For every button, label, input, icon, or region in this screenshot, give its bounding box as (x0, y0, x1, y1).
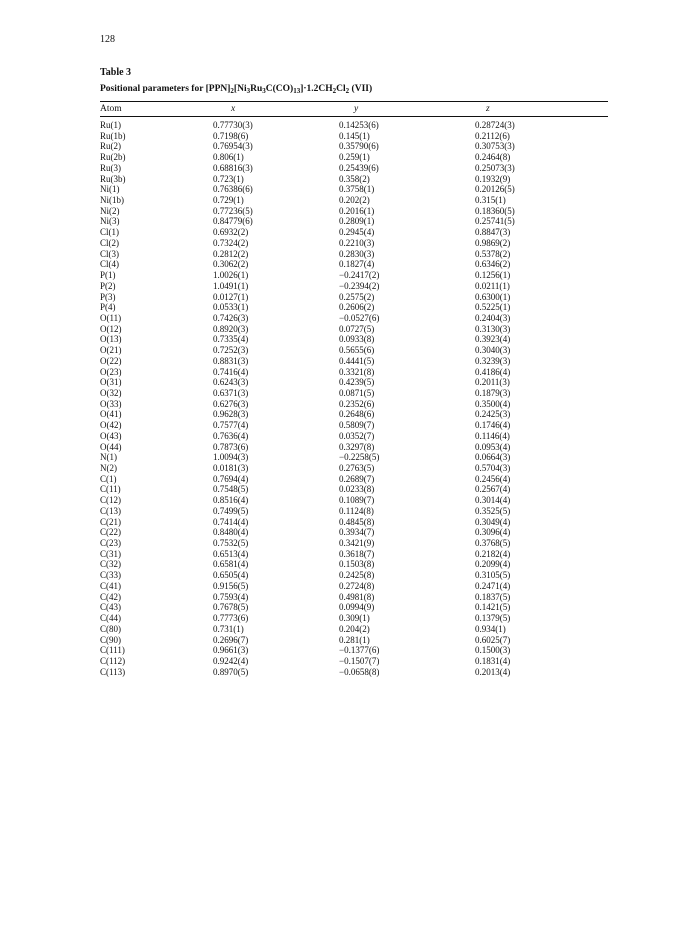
cell-atom: C(12) (100, 495, 121, 506)
cell-x: 1.0094(3) (213, 452, 249, 463)
table-row (0, 120, 680, 131)
cell-x: 0.8831(3) (213, 355, 249, 366)
cell-x: 0.3062(2) (213, 259, 249, 270)
table-header-rule (100, 116, 608, 117)
table-row (0, 517, 680, 528)
table-row (0, 527, 680, 538)
cell-z: 0.0211(1) (475, 280, 510, 291)
cell-atom: C(80) (100, 623, 121, 634)
cell-x: 0.7593(4) (213, 591, 249, 602)
cell-x: 0.76386(6) (213, 184, 253, 195)
cell-x: 0.9661(3) (213, 645, 249, 656)
cell-x: 0.6513(4) (213, 548, 249, 559)
cell-x: 0.7252(3) (213, 345, 249, 356)
cell-z: 0.3105(5) (475, 570, 511, 581)
cell-x: 0.2696(7) (213, 634, 249, 645)
cell-z: 0.1837(5) (475, 591, 511, 602)
cell-z: 0.3130(3) (475, 323, 511, 334)
cell-x: 0.8480(4) (213, 527, 249, 538)
cell-x: 0.6581(4) (213, 559, 249, 570)
cell-y: 0.204(2) (339, 623, 370, 634)
cell-x: 0.68816(3) (213, 162, 253, 173)
cell-z: 0.18360(5) (475, 205, 515, 216)
cell-y: 0.281(1) (339, 634, 370, 645)
cell-y: −0.1377(6) (339, 645, 380, 656)
cell-atom: C(42) (100, 591, 121, 602)
table-row (0, 549, 680, 560)
table-row (0, 506, 680, 517)
table-row (0, 227, 680, 238)
cell-atom: O(33) (100, 398, 122, 409)
table-row (0, 195, 680, 206)
cell-atom: Ru(2) (100, 141, 121, 152)
cell-y: 0.3421(9) (339, 538, 375, 549)
cell-y: 0.2809(1) (339, 216, 375, 227)
cell-z: 0.1831(4) (475, 655, 511, 666)
cell-z: 0.3014(4) (475, 495, 511, 506)
cell-x: 0.8970(5) (213, 666, 249, 677)
cell-y: −0.2394(2) (339, 280, 380, 291)
cell-z: 0.2404(3) (475, 312, 511, 323)
table-row (0, 420, 680, 431)
cell-z: 0.3040(3) (475, 345, 511, 356)
cell-x: 0.7694(4) (213, 473, 249, 484)
table-row (0, 216, 680, 227)
cell-x: 0.7414(4) (213, 516, 249, 527)
cell-atom: Cl(4) (100, 259, 119, 270)
cell-y: 0.2648(6) (339, 409, 375, 420)
cell-z: 0.2425(3) (475, 409, 511, 420)
column-header-x: x (231, 104, 236, 114)
cell-y: 0.1124(8) (339, 505, 374, 516)
cell-atom: C(43) (100, 602, 121, 613)
cell-y: 0.0233(8) (339, 484, 375, 495)
cell-y: 0.2016(1) (339, 205, 375, 216)
cell-z: 0.2182(4) (475, 548, 511, 559)
cell-y: 0.259(1) (339, 152, 370, 163)
cell-z: 0.1500(3) (475, 645, 511, 656)
cell-y: 0.2210(3) (339, 237, 375, 248)
cell-z: 0.20126(5) (475, 184, 515, 195)
table-row (0, 613, 680, 624)
cell-x: 0.7548(5) (213, 484, 249, 495)
cell-x: 0.9156(5) (213, 580, 249, 591)
column-header-atom: Atom (100, 104, 122, 114)
cell-z: 0.6346(2) (475, 259, 511, 270)
cell-atom: O(23) (100, 366, 122, 377)
cell-x: 0.9242(4) (213, 655, 249, 666)
cell-atom: O(42) (100, 420, 122, 431)
cell-atom: C(13) (100, 505, 121, 516)
cell-atom: C(113) (100, 666, 126, 677)
cell-atom: O(22) (100, 355, 122, 366)
cell-y: −0.2417(2) (339, 270, 380, 281)
cell-z: 0.3049(4) (475, 516, 511, 527)
cell-z: 0.4186(4) (475, 366, 511, 377)
cell-y: −0.0527(6) (339, 312, 380, 323)
cell-x: 0.6243(3) (213, 377, 249, 388)
cell-atom: O(41) (100, 409, 122, 420)
table-row (0, 281, 680, 292)
table-row (0, 645, 680, 656)
table-row (0, 452, 680, 463)
cell-atom: Cl(3) (100, 248, 119, 259)
cell-x: 0.9628(3) (213, 409, 249, 420)
cell-z: 0.0953(4) (475, 441, 511, 452)
cell-y: 0.3934(7) (339, 527, 375, 538)
cell-y: 0.25439(6) (339, 162, 379, 173)
table-row (0, 345, 680, 356)
cell-x: 0.7324(2) (213, 237, 249, 248)
cell-atom: O(11) (100, 312, 122, 323)
cell-y: 0.0727(5) (339, 323, 375, 334)
cell-y: 0.3618(7) (339, 548, 375, 559)
cell-z: 0.1146(4) (475, 430, 510, 441)
cell-y: 0.4441(5) (339, 355, 375, 366)
cell-x: 0.77236(5) (213, 205, 253, 216)
cell-atom: N(2) (100, 463, 117, 473)
cell-y: 0.5655(6) (339, 345, 375, 356)
cell-x: 0.7636(4) (213, 430, 249, 441)
cell-atom: O(13) (100, 334, 122, 345)
cell-y: 0.0871(5) (339, 387, 375, 398)
cell-z: 0.3239(3) (475, 355, 511, 366)
cell-z: 0.1421(5) (475, 602, 511, 613)
cell-atom: Cl(1) (100, 227, 119, 238)
cell-atom: Ru(3b) (100, 173, 126, 184)
cell-y: 0.4845(8) (339, 516, 375, 527)
table-row (0, 163, 680, 174)
cell-y: 0.2606(2) (339, 302, 375, 313)
table-row (0, 409, 680, 420)
cell-z: 0.315(1) (475, 195, 506, 206)
cell-atom: O(12) (100, 323, 122, 334)
cell-z: 0.3525(5) (475, 505, 511, 516)
cell-x: 0.7426(3) (213, 312, 249, 323)
cell-z: 0.25073(3) (475, 162, 515, 173)
cell-z: 0.28724(3) (475, 120, 515, 130)
table-row (0, 249, 680, 260)
cell-atom: Ru(3) (100, 162, 121, 173)
cell-y: 0.309(1) (339, 613, 370, 624)
cell-atom: C(21) (100, 516, 121, 527)
cell-z: 0.1932(9) (475, 173, 511, 184)
cell-z: 0.934(1) (475, 623, 506, 634)
cell-x: 0.731(1) (213, 623, 244, 634)
table-body (0, 120, 680, 677)
cell-x: 0.7499(5) (213, 505, 249, 516)
table-row (0, 656, 680, 667)
cell-atom: P(1) (100, 270, 116, 281)
cell-y: 0.2945(4) (339, 227, 375, 238)
cell-atom: O(21) (100, 345, 122, 356)
cell-atom: C(90) (100, 634, 121, 645)
table-caption: Positional parameters for $[PPN]_2[Ni_3Ru_3C(CO)_{13}]\cdot 1.2CH_2Cl_2$ (VII) (100, 84, 373, 95)
table-row (0, 206, 680, 217)
table-row (0, 570, 680, 581)
cell-z: 0.25741(5) (475, 216, 515, 227)
cell-y: 0.2763(5) (339, 463, 375, 473)
cell-z: 0.5704(3) (475, 463, 511, 473)
cell-x: 0.76954(3) (213, 141, 253, 152)
table-row (0, 238, 680, 249)
cell-y: −0.0658(8) (339, 666, 380, 677)
cell-x: 0.0181(3) (213, 463, 249, 473)
table-row (0, 367, 680, 378)
table-row (0, 538, 680, 549)
table-row (0, 131, 680, 142)
table-row (0, 141, 680, 152)
table-row (0, 624, 680, 635)
cell-y: 0.3758(1) (339, 184, 375, 195)
cell-x: 0.8516(4) (213, 495, 249, 506)
table-row (0, 152, 680, 163)
cell-z: 0.1379(5) (475, 613, 511, 624)
table-row (0, 377, 680, 388)
cell-x: 0.7678(5) (213, 602, 249, 613)
cell-z: 0.3096(4) (475, 527, 511, 538)
cell-atom: Ni(1) (100, 184, 120, 195)
cell-atom: P(4) (100, 302, 116, 313)
table-row (0, 399, 680, 410)
cell-z: 0.0664(3) (475, 452, 511, 463)
cell-x: 0.729(1) (213, 195, 244, 206)
table-row (0, 259, 680, 270)
cell-y: 0.2724(8) (339, 580, 375, 591)
cell-atom: Ni(3) (100, 216, 120, 227)
cell-y: 0.145(1) (339, 130, 370, 141)
table-row (0, 559, 680, 570)
table-row (0, 581, 680, 592)
cell-z: 0.3923(4) (475, 334, 511, 345)
cell-atom: C(112) (100, 655, 126, 666)
cell-atom: O(44) (100, 441, 122, 452)
cell-atom: Ni(1b) (100, 195, 124, 206)
page-number: 128 (100, 34, 115, 45)
cell-y: 0.0352(7) (339, 430, 375, 441)
cell-atom: Ru(1b) (100, 130, 126, 141)
cell-z: 0.30753(3) (475, 141, 515, 152)
cell-y: 0.3297(8) (339, 441, 375, 452)
table-row (0, 270, 680, 281)
cell-y: 0.4239(5) (339, 377, 375, 388)
table-row (0, 302, 680, 313)
cell-x: 0.7198(6) (213, 130, 249, 141)
table-row (0, 667, 680, 678)
cell-z: 0.3500(4) (475, 398, 511, 409)
cell-x: 0.6276(3) (213, 398, 249, 409)
cell-y: 0.0994(9) (339, 602, 375, 613)
cell-y: 0.1503(8) (339, 559, 375, 570)
table-row (0, 334, 680, 345)
cell-atom: C(1) (100, 473, 117, 484)
cell-atom: C(33) (100, 570, 121, 581)
table-row (0, 431, 680, 442)
table-row (0, 313, 680, 324)
table-row (0, 442, 680, 453)
cell-x: 0.6371(3) (213, 387, 249, 398)
table-row (0, 174, 680, 185)
table-row (0, 474, 680, 485)
table-label: Table 3 (100, 67, 132, 78)
cell-x: 0.7773(6) (213, 613, 249, 624)
table-top-rule (100, 101, 608, 102)
cell-atom: Ru(2b) (100, 152, 126, 163)
table-row (0, 635, 680, 646)
table-row (0, 324, 680, 335)
cell-y: 0.1089(7) (339, 495, 375, 506)
cell-z: 0.5378(2) (475, 248, 511, 259)
cell-atom: C(111) (100, 645, 125, 656)
cell-z: 0.2013(4) (475, 666, 511, 677)
cell-x: 0.84779(6) (213, 216, 253, 227)
table-row (0, 184, 680, 195)
cell-x: 0.6932(2) (213, 227, 249, 238)
table-row (0, 484, 680, 495)
cell-z: 0.2099(4) (475, 559, 511, 570)
cell-z: 0.1746(4) (475, 420, 511, 431)
cell-x: 0.7416(4) (213, 366, 249, 377)
cell-y: −0.1507(7) (339, 655, 380, 666)
cell-z: 0.8847(3) (475, 227, 511, 238)
cell-y: 0.5809(7) (339, 420, 375, 431)
table-row (0, 495, 680, 506)
cell-z: 0.9869(2) (475, 237, 511, 248)
cell-x: 0.7577(4) (213, 420, 249, 431)
cell-atom: Ni(2) (100, 205, 120, 216)
cell-x: 1.0491(1) (213, 280, 249, 291)
column-header-z: z (486, 104, 490, 114)
column-header-y: y (354, 104, 359, 114)
cell-y: 0.2830(3) (339, 248, 375, 259)
cell-z: 0.2456(4) (475, 473, 511, 484)
cell-y: 0.2352(6) (339, 398, 375, 409)
cell-atom: Ru(1) (100, 120, 121, 130)
cell-atom: O(32) (100, 387, 122, 398)
cell-z: 0.6300(1) (475, 291, 511, 302)
cell-y: 0.2689(7) (339, 473, 375, 484)
cell-y: 0.202(2) (339, 195, 370, 206)
cell-x: 0.7873(6) (213, 441, 249, 452)
cell-x: 0.77730(3) (213, 120, 253, 130)
cell-atom: C(31) (100, 548, 121, 559)
cell-x: 0.0533(1) (213, 302, 249, 313)
table-row (0, 463, 680, 474)
cell-atom: C(44) (100, 613, 121, 624)
cell-atom: P(3) (100, 291, 116, 302)
table-row (0, 292, 680, 303)
cell-y: 0.3321(8) (339, 366, 375, 377)
cell-z: 0.5225(1) (475, 302, 511, 313)
cell-z: 0.6025(7) (475, 634, 511, 645)
cell-x: 0.723(1) (213, 173, 244, 184)
cell-x: 0.2812(2) (213, 248, 249, 259)
cell-y: 0.35790(6) (339, 141, 379, 152)
cell-atom: P(2) (100, 280, 116, 291)
cell-z: 0.1879(3) (475, 387, 511, 398)
cell-z: 0.3768(5) (475, 538, 511, 549)
cell-y: 0.2425(8) (339, 570, 375, 581)
table-row (0, 602, 680, 613)
cell-atom: Cl(2) (100, 237, 119, 248)
cell-atom: N(1) (100, 452, 117, 463)
cell-y: 0.2575(2) (339, 291, 375, 302)
cell-z: 0.2112(6) (475, 130, 510, 141)
cell-atom: C(22) (100, 527, 121, 538)
cell-y: 0.1827(4) (339, 259, 375, 270)
cell-y: 0.14253(6) (339, 120, 379, 130)
cell-z: 0.2011(3) (475, 377, 510, 388)
cell-x: 0.7532(5) (213, 538, 249, 549)
cell-atom: O(43) (100, 430, 122, 441)
cell-z: 0.2567(4) (475, 484, 511, 495)
cell-z: 0.2464(8) (475, 152, 511, 163)
cell-x: 0.6505(4) (213, 570, 249, 581)
table-row (0, 592, 680, 603)
cell-atom: O(31) (100, 377, 122, 388)
cell-y: 0.4981(8) (339, 591, 375, 602)
cell-x: 1.0026(1) (213, 270, 249, 281)
cell-z: 0.2471(4) (475, 580, 511, 591)
table-row (0, 356, 680, 367)
cell-y: 0.358(2) (339, 173, 370, 184)
cell-atom: C(11) (100, 484, 121, 495)
cell-y: 0.0933(8) (339, 334, 375, 345)
cell-z: 0.1256(1) (475, 270, 511, 281)
cell-x: 0.7335(4) (213, 334, 249, 345)
cell-x: 0.0127(1) (213, 291, 249, 302)
table-row (0, 388, 680, 399)
cell-atom: C(32) (100, 559, 121, 570)
cell-atom: C(23) (100, 538, 121, 549)
cell-x: 0.806(1) (213, 152, 244, 163)
cell-y: −0.2258(5) (339, 452, 380, 463)
cell-x: 0.8920(3) (213, 323, 249, 334)
cell-atom: C(41) (100, 580, 121, 591)
